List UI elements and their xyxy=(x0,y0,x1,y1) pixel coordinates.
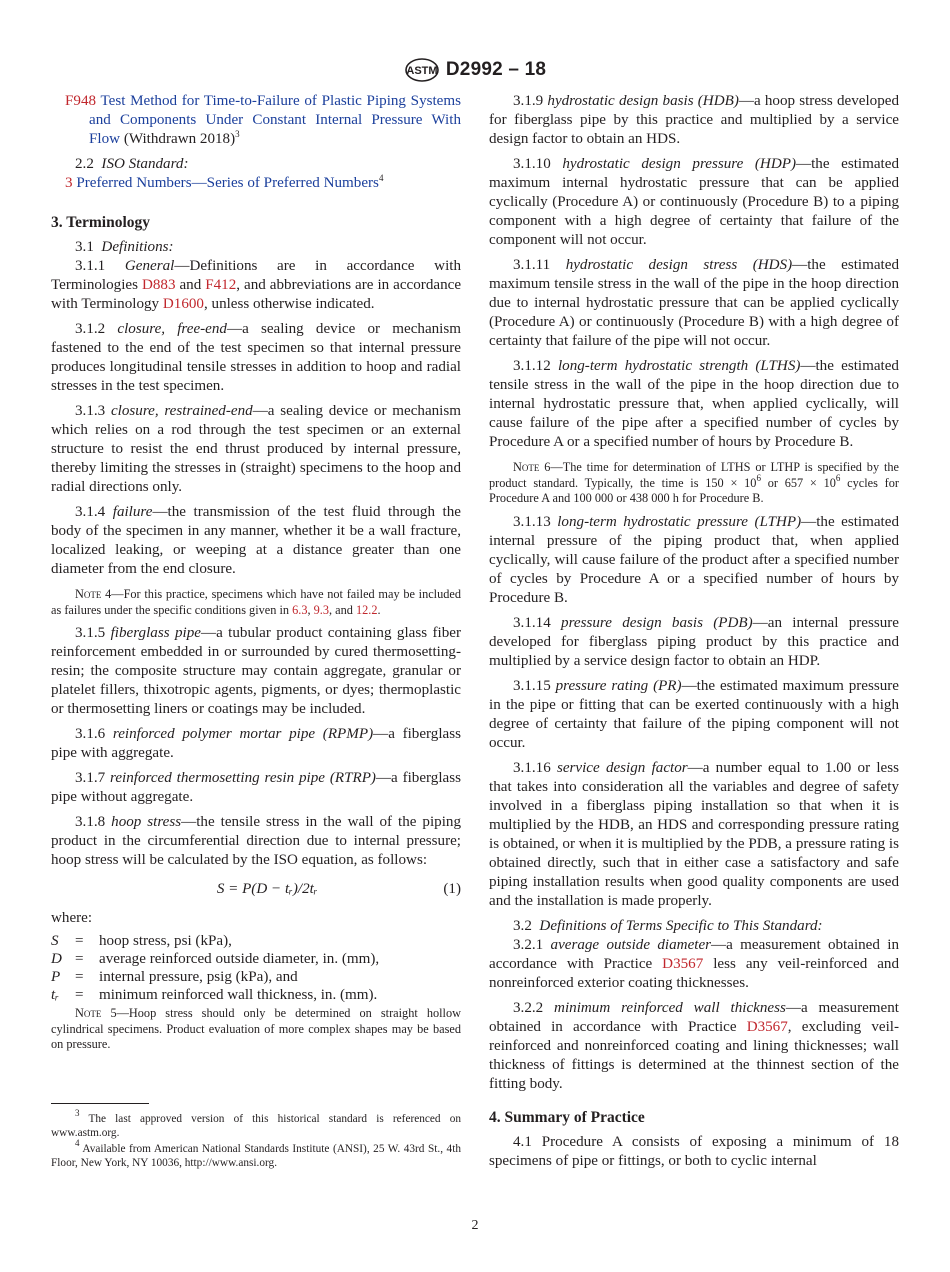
document-id: D2992 – 18 xyxy=(445,59,547,80)
footnote-ref[interactable]: 4 xyxy=(378,173,384,183)
definition-3-2-2: 3.2.2 minimum reinforced wall thickness—a measurement obtained in accordance with Practice D3567, excluding veil-reinforced and nonreinforced coating and lining thicknesses; wall thickness of fittings is determined at the thinnest section of the fitting body. xyxy=(489,999,899,1092)
right-column xyxy=(489,92,899,1177)
note-5: Note 5—Hoop stress should only be determined on straight hollow cylindrical specimens. Product evaluation of more complex shapes may be based on pressure. xyxy=(51,1006,461,1051)
variable-row: D = average reinforced outside diameter, in. (mm), xyxy=(51,951,380,967)
variable-row: S = hoop stress, psi (kPa), xyxy=(51,933,232,949)
definition-3-1-14: 3.1.14 pressure design basis (PDB)—an internal pressure developed for fiberglass piping product by this practice and multiplied by a service design factor to obtain an HDP. xyxy=(489,614,899,669)
definition-3-1-8: 3.1.8 hoop stress—the tensile stress in the wall of the piping product in the circumferential direction due to internal pressure; hoop stress will be calculated by the ISO equation, as follows: xyxy=(51,814,462,868)
definition-3-1-16: 3.1.16 service design factor—a number equal to 1.00 or less that takes into consideration all the variables and degree of safety involved in a fiberglass piping installation so that when it is multiplied by the HDB, an HDS and corresponding pressure rating is obtained, or when it is multiplied by the PDB, a pressure rating is obtained directly, such that in either case a satisfactory and safe piping installation results when good quality components are used and the installation is made properly. xyxy=(489,759,899,909)
equation-number: (1) xyxy=(443,881,461,897)
definition-3-1-12: 3.1.12 long-term hydrostatic strength (LTHS)—the estimated tensile stress in the wall of the pipe in the hoop direction due to internal hydrostatic pressure that, when applied cyclically, will cause failure of the pipe after a specified number of cycles by Procedure A or a specified number of hours by Procedure B. xyxy=(489,358,899,450)
link-12-2[interactable]: 12.2 xyxy=(355,602,378,617)
variable-list xyxy=(51,932,461,1004)
where-label: where: xyxy=(51,910,93,926)
svg-text:ASTM: ASTM xyxy=(406,65,438,77)
definition-3-1-5: 3.1.5 fiberglass pipe—a tubular product containing glass fiber reinforcement embedded in or surrounded by cured thermosetting-resin; the composite structure may contain aggregate, granular or platelet fillers, thixotropic agents, pigments, or dyes; thermoplastic or thermosetting liners or coatings may be included. xyxy=(51,625,461,717)
definition-3-1-2: 3.1.2 closure, free-end—a sealing device or mechanism fastened to the end of the test specimen so that internal pressure produces longitudinal tensile stresses in addition to hoop and radial stresses in the test specimen. xyxy=(51,321,461,394)
definition-3-1-1: 3.1.1 General—Definitions are in accordance with Terminologies D883 and F412, and abbreviations are in accordance with Terminology D1600, unless otherwise indicated. xyxy=(51,258,462,312)
link-d1600[interactable]: D1600 xyxy=(162,296,204,312)
reference-iso3 xyxy=(65,174,461,193)
left-column xyxy=(51,92,461,1172)
subsection-2-2: 2.2 ISO Standard: xyxy=(75,156,189,172)
definition-3-1-13: 3.1.13 long-term hydrostatic pressure (LTHP)—the estimated internal pressure of the piping product that, when applied cyclically, will cause failure of the product after a specified number of cycles by Procedure A or a specified number of hours by Procedure B. xyxy=(489,513,899,606)
note-4: Note 4—For this practice, specimens which have not failed may be included as failures under the specific conditions given in 6.3, 9.3, and 12.2. xyxy=(51,587,461,617)
subsection-3-1: 3.1 Definitions: xyxy=(75,239,174,255)
definition-3-1-7: 3.1.7 reinforced thermosetting resin pipe (RTRP)—a fiberglass pipe without aggregate. xyxy=(51,770,461,805)
footnote-ref[interactable]: 3 xyxy=(235,129,240,139)
footnote-3: $^3$ The last approved version of this historical standard is referenced on www.astm.org. xyxy=(51,1107,461,1139)
equation-formula: S = P(D − tᵣ)/2tᵣ xyxy=(216,881,318,897)
definition-3-1-3: 3.1.3 closure, restrained-end—a sealing device or mechanism which relies on a rod through the test specimen or an external structure to resist the end thrust produced by internal pressure, thereby limiting the stresses in (straight) specimens to the hoop and radial directions only. xyxy=(51,403,461,495)
note-6: Note 6—The time for determination of LTHS or LTHP is specified by the product standard. Typically, the time is $150 \times 10^6$ or $657 \times 10^6$ cycles for Procedure A and 100 000 or 438 000 h for Procedure B. xyxy=(489,460,900,505)
equation-1 xyxy=(51,880,461,899)
page-header xyxy=(0,56,950,84)
variable-row: tᵣ = minimum reinforced wall thickness, in. (mm). xyxy=(51,987,378,1003)
footnote-divider xyxy=(51,1103,149,1104)
link-f412[interactable]: F412 xyxy=(205,277,237,293)
ref-code-link[interactable]: F948 xyxy=(65,93,97,109)
ref-title-link[interactable]: Preferred Numbers—Series of Preferred Numbers xyxy=(76,175,379,191)
definition-3-1-9: 3.1.9 hydrostatic design basis (HDB)—a hoop stress developed for fiberglass pipe by this practice and multiplied by a service design factor to obtain an HDS. xyxy=(489,93,899,147)
page-number: 2 xyxy=(471,1218,479,1233)
reference-f948: F948 Test Method for Time-to-Failure of Plastic Piping Systems and Components Under Constant Internal Pressure With Flow (Withdrawn 2018)$^3$ xyxy=(65,93,461,147)
definition-3-1-10: 3.1.10 hydrostatic design pressure (HDP)—the estimated maximum internal hydrostatic pressure that can be applied cyclically (Procedure A) or continuously (Procedure B) to a piping component with a high degree of certainty that failure of the component will not occur. xyxy=(489,156,899,248)
ref-code-link[interactable]: 3 xyxy=(65,175,73,191)
link-d3567[interactable]: D3567 xyxy=(746,1018,788,1035)
subsection-3-2: 3.2 Definitions of Terms Specific to This Standard: xyxy=(513,917,823,934)
ref-title-link[interactable]: Test Method for Time-to-Failure of Plastic Piping Systems and Components Under Constant Internal Pressure With Flow xyxy=(89,93,461,147)
definition-3-1-15: 3.1.15 pressure rating (PR)—the estimated maximum pressure in the pipe or fitting that can be exerted continuously with a high degree of certainty that failure of the piping component will not occur. xyxy=(489,677,899,751)
footnote-4: $^4$ Available from American National Standards Institute (ANSI), 25 W. 43rd St., 4th Floor, New York, NY 10036, http://www.ansi.org. xyxy=(51,1137,461,1169)
paragraph-4-1: 4.1 Procedure A consists of exposing a minimum of 18 specimens of pipe or fittings, or both to cyclic internal xyxy=(489,1133,899,1169)
definition-3-1-6: 3.1.6 reinforced polymer mortar pipe (RPMP)—a fiberglass pipe with aggregate. xyxy=(51,726,461,761)
section-heading-terminology: 3. Terminology xyxy=(51,214,151,231)
definition-3-1-4: 3.1.4 failure—the transmission of the test fluid through the body of the specimen in any manner, whether it be a wall fracture, localized leaking, or weeping at a distance greater than one diameter from the end closure. xyxy=(51,504,461,577)
link-6-3[interactable]: 6.3 xyxy=(292,602,308,617)
section-heading-summary: 4. Summary of Practice xyxy=(489,1108,645,1126)
link-d3567[interactable]: D3567 xyxy=(662,955,704,972)
astm-logo-icon xyxy=(404,57,440,83)
variable-row: P = internal pressure, psig (kPa), and xyxy=(51,969,298,985)
link-d883[interactable]: D883 xyxy=(141,277,176,293)
definition-3-1-11: 3.1.11 hydrostatic design stress (HDS)—the estimated maximum tensile stress in the wall of the pipe in the hoop direction due to internal hydrostatic pressure that can be applied cyclically (Procedure A) or continuously (Procedure B) with a high degree of certainty that failure of the pipe will not occur. xyxy=(489,257,899,349)
link-9-3[interactable]: 9.3 xyxy=(313,602,329,617)
definition-3-2-1: 3.2.1 average outside diameter—a measurement obtained in accordance with Practice D3567 less any veil-reinforced and nonreinforced exterior coating thicknesses. xyxy=(489,936,899,991)
